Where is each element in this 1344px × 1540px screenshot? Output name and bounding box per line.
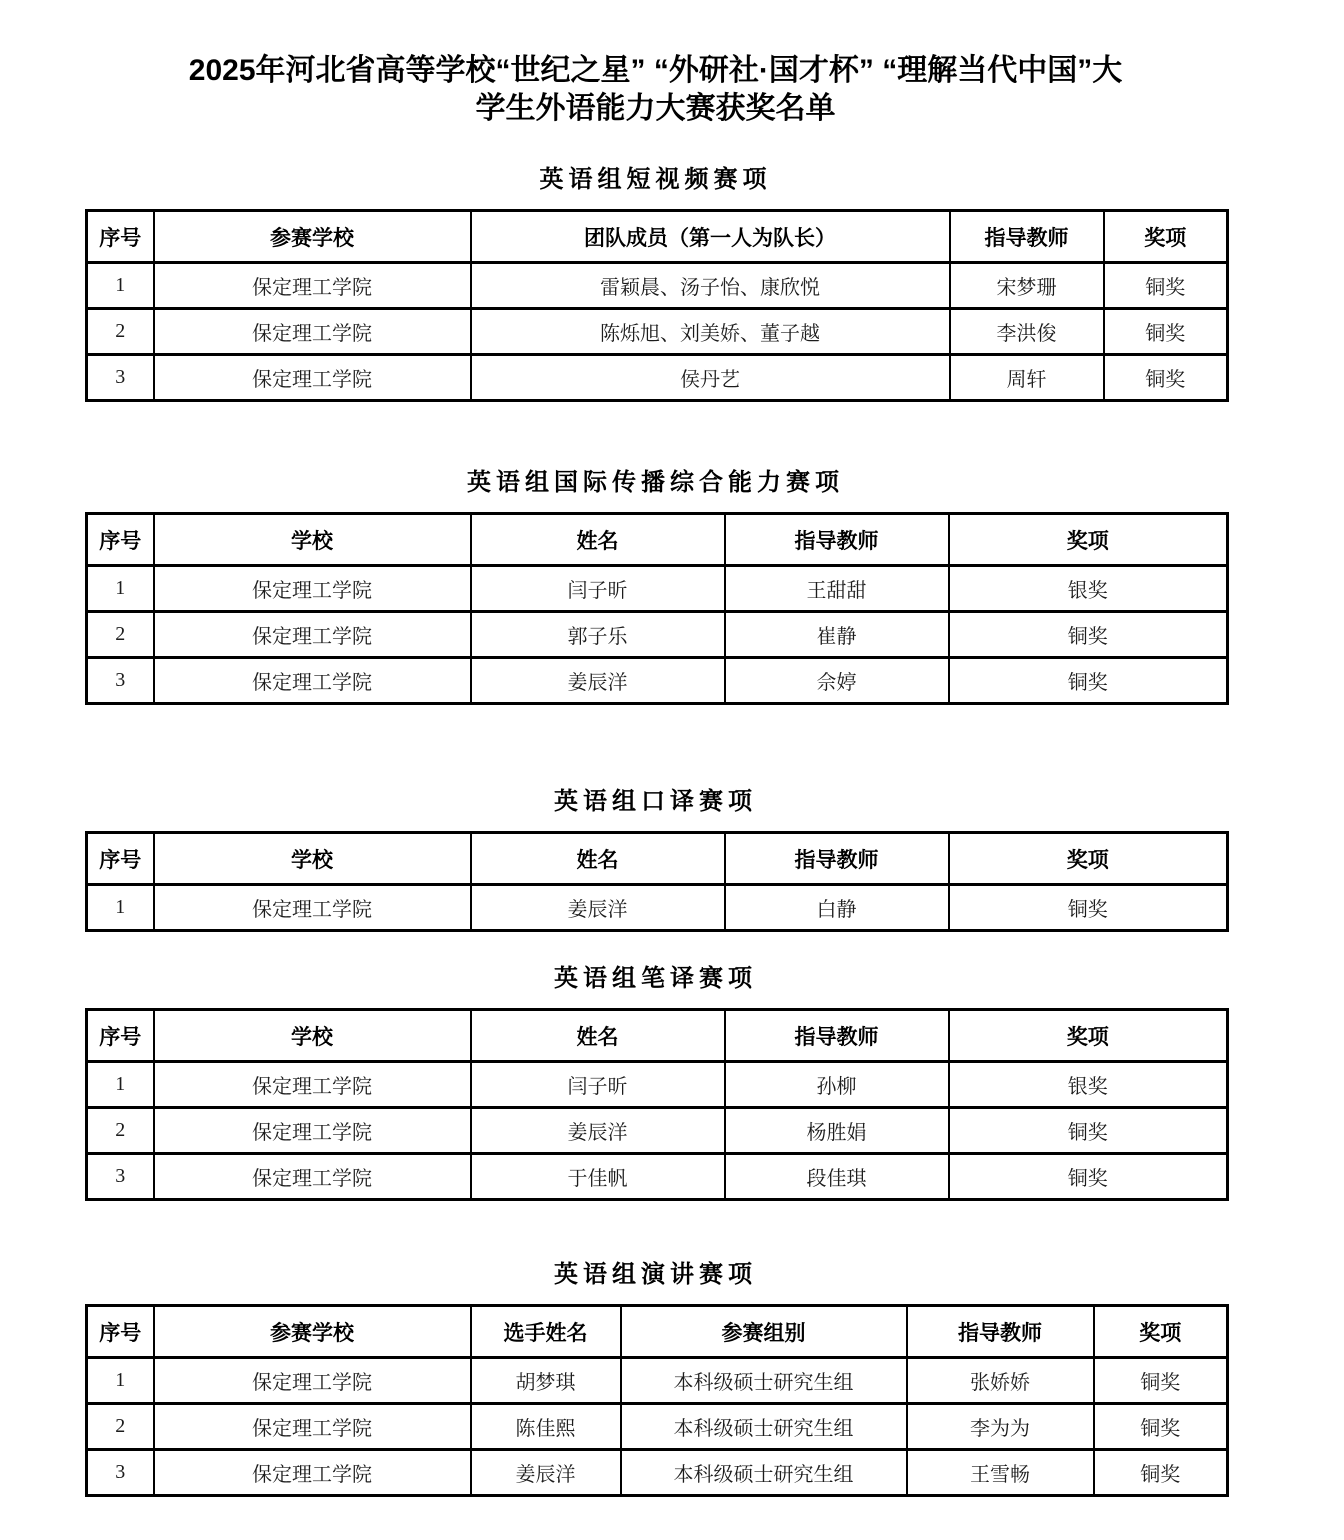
section-interpreting — [85, 781, 1226, 932]
table-cell: 于佳帆 — [471, 1154, 725, 1200]
table-cell: 2 — [87, 612, 154, 658]
table-cell: 姜辰洋 — [471, 885, 725, 931]
table-header-row — [87, 1010, 1228, 1062]
table-cell: 3 — [87, 658, 154, 704]
column-header-contestant-name: 选手姓名 — [471, 1306, 621, 1358]
table-row — [87, 1062, 1228, 1108]
table-cell: 本科级硕士研究生组 — [621, 1358, 907, 1404]
table-cell: 铜奖 — [949, 658, 1228, 704]
section-title-interpreting: 英语组口译赛项 — [554, 789, 757, 815]
table-cell: 白静 — [725, 885, 949, 931]
table-cell: 保定理工学院 — [154, 612, 471, 658]
column-header-award: 奖项 — [949, 833, 1228, 885]
table-cell: 铜奖 — [1104, 263, 1228, 309]
table-cell: 周轩 — [950, 355, 1104, 401]
column-header-index: 序号 — [87, 211, 154, 263]
table-cell: 王甜甜 — [725, 566, 949, 612]
table-cell: 铜奖 — [1104, 355, 1228, 401]
column-header-advisor: 指导教师 — [725, 833, 949, 885]
table-cell: 佘婷 — [725, 658, 949, 704]
table-cell: 铜奖 — [1094, 1450, 1228, 1496]
table-row — [87, 1154, 1228, 1200]
table-row — [87, 1404, 1228, 1450]
table-row — [87, 885, 1228, 931]
column-header-index: 序号 — [87, 514, 154, 566]
column-header-name: 姓名 — [471, 1010, 725, 1062]
column-header-school: 学校 — [154, 1010, 471, 1062]
table-cell: 保定理工学院 — [154, 309, 471, 355]
table-cell: 侯丹艺 — [471, 355, 950, 401]
table-cell: 铜奖 — [949, 1108, 1228, 1154]
column-header-team-members: 团队成员（第一人为队长） — [471, 211, 950, 263]
table-cell: 姜辰洋 — [471, 658, 725, 704]
section-international-communication — [85, 462, 1226, 705]
document-page — [85, 0, 1226, 1497]
table-row — [87, 263, 1228, 309]
table-header-row — [87, 833, 1228, 885]
table-row — [87, 355, 1228, 401]
table-cell: 陈佳熙 — [471, 1404, 621, 1450]
award-table-international-communication — [85, 512, 1229, 705]
column-header-school: 参赛学校 — [154, 1306, 471, 1358]
table-cell: 陈烁旭、刘美娇、董子越 — [471, 309, 950, 355]
column-header-advisor: 指导教师 — [907, 1306, 1094, 1358]
table-cell: 李为为 — [907, 1404, 1094, 1450]
table-cell: 保定理工学院 — [154, 1450, 471, 1496]
table-cell: 本科级硕士研究生组 — [621, 1450, 907, 1496]
section-title-translation: 英语组笔译赛项 — [554, 966, 757, 992]
column-header-award: 奖项 — [1104, 211, 1228, 263]
table-cell: 铜奖 — [1094, 1404, 1228, 1450]
table-cell: 保定理工学院 — [154, 658, 471, 704]
table-cell: 铜奖 — [949, 612, 1228, 658]
table-cell: 铜奖 — [1094, 1358, 1228, 1404]
column-header-competition-group: 参赛组别 — [621, 1306, 907, 1358]
table-row — [87, 1450, 1228, 1496]
table-cell: 孙柳 — [725, 1062, 949, 1108]
column-header-school: 学校 — [154, 514, 471, 566]
document-title-line2: 学生外语能力大赛获奖名单 — [475, 92, 836, 125]
table-cell: 李洪俊 — [950, 309, 1104, 355]
table-cell: 保定理工学院 — [154, 1358, 471, 1404]
column-header-index: 序号 — [87, 833, 154, 885]
award-table-interpreting — [85, 831, 1229, 932]
document-title — [85, 52, 1226, 128]
section-speech — [85, 1254, 1226, 1497]
table-header-row — [87, 514, 1228, 566]
award-table-speech — [85, 1304, 1229, 1497]
table-cell: 姜辰洋 — [471, 1450, 621, 1496]
table-row — [87, 309, 1228, 355]
table-cell: 2 — [87, 309, 154, 355]
column-header-name: 姓名 — [471, 833, 725, 885]
table-cell: 段佳琪 — [725, 1154, 949, 1200]
table-cell: 3 — [87, 355, 154, 401]
table-cell: 2 — [87, 1404, 154, 1450]
table-cell: 3 — [87, 1154, 154, 1200]
section-translation — [85, 958, 1226, 1201]
table-cell: 保定理工学院 — [154, 885, 471, 931]
table-cell: 保定理工学院 — [154, 566, 471, 612]
table-cell: 闫子昕 — [471, 1062, 725, 1108]
table-cell: 保定理工学院 — [154, 355, 471, 401]
table-cell: 雷颖晨、汤子怡、康欣悦 — [471, 263, 950, 309]
section-title-speech: 英语组演讲赛项 — [554, 1262, 757, 1288]
table-cell: 保定理工学院 — [154, 1404, 471, 1450]
table-body — [87, 263, 1228, 401]
table-cell: 王雪畅 — [907, 1450, 1094, 1496]
column-header-advisor: 指导教师 — [725, 514, 949, 566]
table-cell: 保定理工学院 — [154, 263, 471, 309]
table-cell: 1 — [87, 1358, 154, 1404]
table-cell: 1 — [87, 1062, 154, 1108]
table-body — [87, 566, 1228, 704]
table-row — [87, 566, 1228, 612]
document-title-line1: 2025年河北省高等学校“世纪之星” “外研社·国才杯” “理解当代中国”大 — [188, 54, 1123, 87]
section-title-international-communication: 英语组国际传播综合能力赛项 — [467, 470, 844, 496]
column-header-name: 姓名 — [471, 514, 725, 566]
table-header-row — [87, 211, 1228, 263]
table-body — [87, 1358, 1228, 1496]
column-header-award: 奖项 — [949, 1010, 1228, 1062]
table-cell: 银奖 — [949, 566, 1228, 612]
table-cell: 保定理工学院 — [154, 1108, 471, 1154]
column-header-index: 序号 — [87, 1010, 154, 1062]
table-cell: 保定理工学院 — [154, 1154, 471, 1200]
table-cell: 铜奖 — [949, 885, 1228, 931]
table-cell: 铜奖 — [949, 1154, 1228, 1200]
table-header-row — [87, 1306, 1228, 1358]
table-cell: 杨胜娟 — [725, 1108, 949, 1154]
column-header-school: 参赛学校 — [154, 211, 471, 263]
table-cell: 宋梦珊 — [950, 263, 1104, 309]
table-cell: 姜辰洋 — [471, 1108, 725, 1154]
table-cell: 1 — [87, 566, 154, 612]
table-body — [87, 1062, 1228, 1200]
section-title-short-video: 英语组短视频赛项 — [539, 167, 772, 193]
column-header-award: 奖项 — [1094, 1306, 1228, 1358]
column-header-school: 学校 — [154, 833, 471, 885]
section-short-video — [85, 159, 1226, 402]
award-table-translation — [85, 1008, 1229, 1201]
table-cell: 郭子乐 — [471, 612, 725, 658]
table-cell: 崔静 — [725, 612, 949, 658]
column-header-advisor: 指导教师 — [725, 1010, 949, 1062]
award-table-short-video — [85, 209, 1229, 402]
table-row — [87, 1108, 1228, 1154]
table-cell: 1 — [87, 885, 154, 931]
table-cell: 闫子昕 — [471, 566, 725, 612]
table-row — [87, 1358, 1228, 1404]
table-row — [87, 658, 1228, 704]
column-header-award: 奖项 — [949, 514, 1228, 566]
column-header-advisor: 指导教师 — [950, 211, 1104, 263]
table-cell: 1 — [87, 263, 154, 309]
table-cell: 2 — [87, 1108, 154, 1154]
table-cell: 铜奖 — [1104, 309, 1228, 355]
table-cell: 银奖 — [949, 1062, 1228, 1108]
table-cell: 保定理工学院 — [154, 1062, 471, 1108]
table-body — [87, 885, 1228, 931]
table-cell: 3 — [87, 1450, 154, 1496]
table-cell: 胡梦琪 — [471, 1358, 621, 1404]
table-row — [87, 612, 1228, 658]
column-header-index: 序号 — [87, 1306, 154, 1358]
table-cell: 本科级硕士研究生组 — [621, 1404, 907, 1450]
table-cell: 张娇娇 — [907, 1358, 1094, 1404]
